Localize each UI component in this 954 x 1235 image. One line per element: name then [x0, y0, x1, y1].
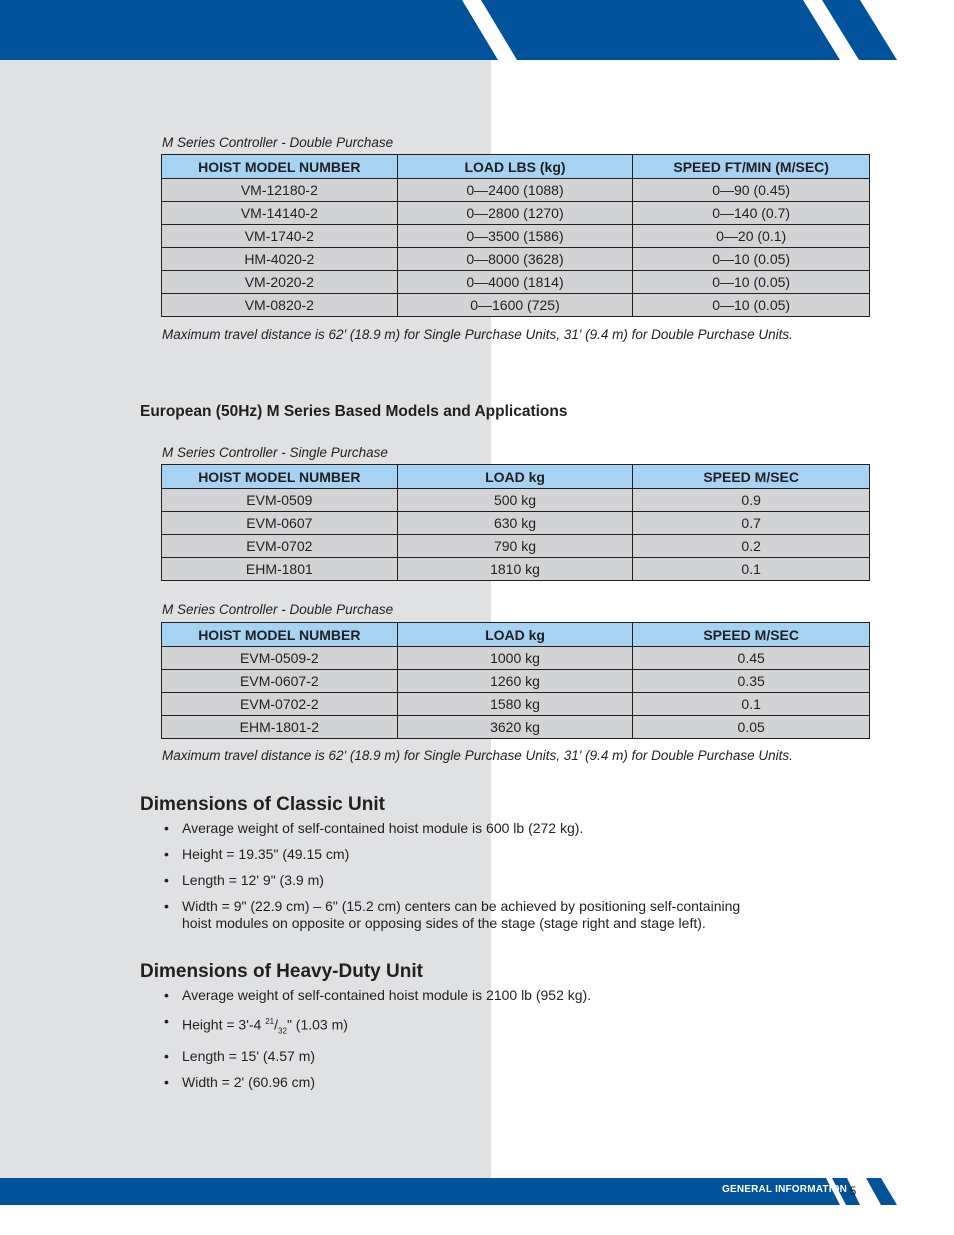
list-item: • Height = 19.35" (49.15 cm) [162, 846, 740, 863]
table-single-purchase-eu [161, 464, 870, 581]
table3-caption: M Series Controller - Double Purchase [162, 602, 394, 617]
table-cell: VM-12180-2 [162, 179, 398, 202]
column-header: SPEED FT/MIN (M/SEC) [633, 155, 870, 179]
header-band [0, 0, 954, 60]
table-cell: 0—20 (0.1) [633, 225, 870, 248]
list-item-text: Width = 9" (22.9 cm) – 6" (15.2 cm) centers can be achieved by positioning self-containing [182, 898, 741, 914]
table-cell: 1810 kg [397, 558, 633, 581]
table-cell: 3620 kg [397, 716, 633, 739]
table-cell: EVM-0607-2 [162, 670, 398, 693]
table-cell: 0—8000 (3628) [397, 248, 633, 271]
fraction-numerator: 21 [265, 1017, 275, 1026]
table-row [162, 647, 870, 670]
height-text: Height = 3'-4 [182, 1016, 266, 1033]
list-item: • Width = 2' (60.96 cm) [162, 1074, 591, 1091]
table-row [162, 225, 870, 248]
table-cell: EHM-1801 [162, 558, 398, 581]
table-row [162, 670, 870, 693]
table-cell: EVM-0607 [162, 512, 398, 535]
column-header: HOIST MODEL NUMBER [162, 465, 398, 489]
table-cell: 0—10 (0.05) [633, 294, 870, 317]
table-row [162, 179, 870, 202]
table-cell: EHM-1801-2 [162, 716, 398, 739]
table-cell: EVM-0702 [162, 535, 398, 558]
table-cell: 0—3500 (1586) [397, 225, 633, 248]
table-cell: 1260 kg [397, 670, 633, 693]
table-cell: 0—90 (0.45) [633, 179, 870, 202]
table-double-purchase-eu [161, 622, 870, 739]
page-number: 5 [849, 1184, 857, 1198]
column-header: SPEED M/SEC [633, 623, 870, 647]
column-header: HOIST MODEL NUMBER [162, 623, 398, 647]
list-item: • Length = 12' 9" (3.9 m) [162, 872, 740, 889]
table-cell: VM-0820-2 [162, 294, 398, 317]
table2-caption: M Series Controller - Single Purchase [162, 445, 388, 460]
table-cell: 0—4000 (1814) [397, 271, 633, 294]
table-cell: 0—1600 (725) [397, 294, 633, 317]
table-cell: 0—2400 (1088) [397, 179, 633, 202]
table-row [162, 489, 870, 512]
table-cell: 0—2800 (1270) [397, 202, 633, 225]
table-cell: VM-1740-2 [162, 225, 398, 248]
column-header: LOAD kg [397, 465, 633, 489]
table-row [162, 693, 870, 716]
table-cell: 1000 kg [397, 647, 633, 670]
table-row [162, 202, 870, 225]
table-cell: 0.35 [633, 670, 870, 693]
list-item [162, 898, 740, 932]
footer-section-label: GENERAL INFORMATION [722, 1184, 848, 1195]
table-cell: 1580 kg [397, 693, 633, 716]
fraction-denominator: 32 [278, 1026, 287, 1036]
table-cell: EVM-0702-2 [162, 693, 398, 716]
heavy-duty-unit-list [162, 987, 591, 1091]
travel-distance-note: Maximum travel distance is 62' (18.9 m) for Single Purchase Units, 31' (9.4 m) for Double Purchase Units. [162, 327, 793, 342]
table-header-row [162, 465, 870, 489]
table-cell: 0.2 [633, 535, 870, 558]
table-cell: 0.45 [633, 647, 870, 670]
table-cell: 0.7 [633, 512, 870, 535]
table-cell: HM-4020-2 [162, 248, 398, 271]
table-cell: 0—10 (0.05) [633, 248, 870, 271]
table-cell: 500 kg [397, 489, 633, 512]
table-header-row [162, 155, 870, 179]
fraction-slash: / [274, 1016, 279, 1033]
table-cell: VM-2020-2 [162, 271, 398, 294]
table-row [162, 294, 870, 317]
table-row [162, 512, 870, 535]
table-header-row [162, 623, 870, 647]
classic-unit-heading: Dimensions of Classic Unit [140, 794, 385, 815]
table-row [162, 558, 870, 581]
height-unit-text: " (1.03 m) [286, 1016, 348, 1033]
list-item: • Average weight of self-contained hoist module is 2100 lb (952 kg). [162, 987, 591, 1004]
table1-caption: M Series Controller - Double Purchase [162, 135, 394, 150]
column-header: SPEED M/SEC [633, 465, 870, 489]
classic-unit-list [162, 820, 740, 932]
table-cell: 0.9 [633, 489, 870, 512]
table-cell: EVM-0509 [162, 489, 398, 512]
table-row [162, 271, 870, 294]
heavy-duty-unit-heading: Dimensions of Heavy-Duty Unit [140, 961, 423, 982]
table-cell: VM-14140-2 [162, 202, 398, 225]
table-cell: 630 kg [397, 512, 633, 535]
table-double-purchase-us [161, 154, 870, 317]
table-cell: 0.05 [633, 716, 870, 739]
european-models-heading: European (50Hz) M Series Based Models and Applications [140, 403, 568, 420]
list-item: • Length = 15' (4.57 m) [162, 1048, 591, 1065]
table-cell: 790 kg [397, 535, 633, 558]
travel-distance-note: Maximum travel distance is 62' (18.9 m) for Single Purchase Units, 31' (9.4 m) for Double Purchase Units. [162, 748, 793, 763]
table-cell: EVM-0509-2 [162, 647, 398, 670]
list-item-text: hoist modules on opposite or opposing sides of the stage (stage right and stage left). [182, 915, 706, 931]
table-cell: 0.1 [633, 558, 870, 581]
table-row [162, 248, 870, 271]
table-cell: 0—10 (0.05) [633, 271, 870, 294]
column-header: LOAD LBS (kg) [397, 155, 633, 179]
list-item [162, 1013, 591, 1039]
list-item: • Average weight of self-contained hoist module is 600 lb (272 kg). [162, 820, 740, 837]
table-row [162, 716, 870, 739]
table-cell: 0.1 [633, 693, 870, 716]
table-cell: 0—140 (0.7) [633, 202, 870, 225]
column-header: LOAD kg [397, 623, 633, 647]
column-header: HOIST MODEL NUMBER [162, 155, 398, 179]
table-row [162, 535, 870, 558]
